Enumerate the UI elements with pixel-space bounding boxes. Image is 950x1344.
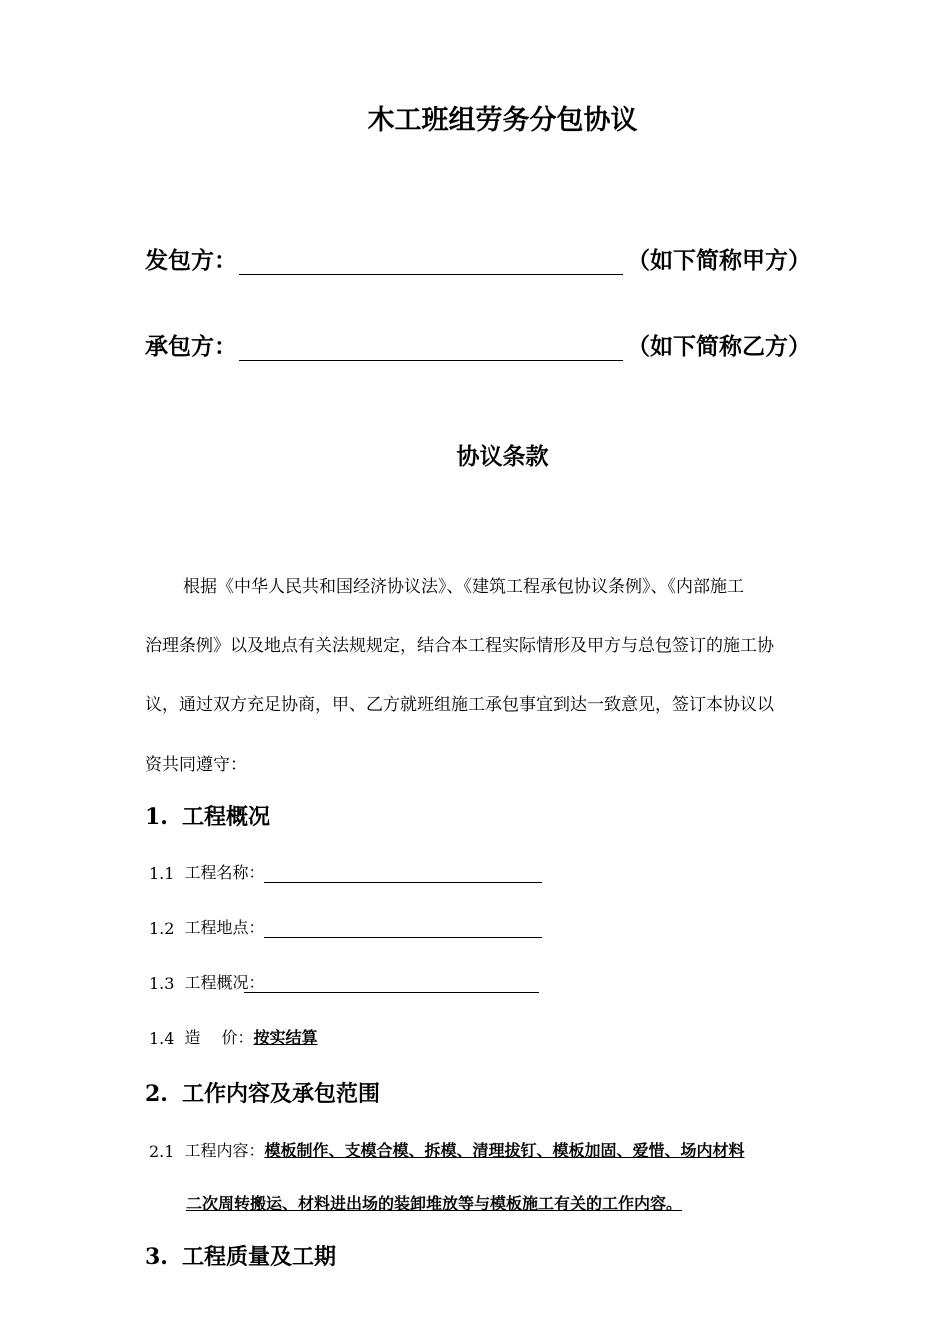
item-1-4-value: 按实结算: [253, 1028, 318, 1047]
section-1-heading: [145, 800, 270, 831]
item-1-3-number: 1.3: [149, 974, 175, 993]
item-2-1: [149, 1138, 744, 1161]
section-3-number: 3.: [145, 1244, 168, 1270]
party-a-suffix: （如下简称甲方）: [627, 247, 811, 274]
section-2-title: 工作内容及承包范围: [181, 1081, 380, 1107]
item-2-1-value-line2: 二次周转搬运、材料进出场的装卸堆放等与模板施工有关的工作内容。: [186, 1194, 683, 1213]
item-2-1-label: 工程内容：: [184, 1141, 265, 1160]
section-2-heading: [145, 1077, 380, 1108]
intro-line-1: 根据《中华人民共和国经济协议法》、《建筑工程承包协议条例》、《内部施工: [183, 577, 744, 597]
item-1-4-label: 造 价：: [184, 1028, 254, 1047]
item-1-3-label: 工程概况：: [184, 973, 265, 992]
intro-line-3: 议，通过双方充足协商，甲、乙方就班组施工承包事宜到达一致意见，签订本协议以: [145, 695, 774, 715]
party-a-label: 发包方：: [145, 247, 237, 274]
item-1-3: [149, 970, 539, 993]
section-2-number: 2.: [145, 1081, 168, 1107]
document-title: 木工班组劳务分包协议: [367, 105, 638, 136]
item-1-4-number: 1.4: [149, 1029, 175, 1048]
terms-title: 协议条款: [456, 443, 549, 470]
intro-line-2: 治理条例》以及地点有关法规规定，结合本工程实际情形及甲方与总包签订的施工协: [145, 636, 774, 656]
item-2-1-number: 2.1: [149, 1142, 175, 1161]
section-3-heading: [145, 1240, 336, 1271]
item-1-1-number: 1.1: [149, 864, 175, 883]
section-3-title: 工程质量及工期: [181, 1244, 336, 1270]
item-2-1-value-line1: 模板制作、支模合模、拆模、清理拔钉、模板加固、爱惜、场内材料: [264, 1141, 745, 1160]
section-1-title: 工程概况: [181, 804, 270, 830]
item-1-4: [149, 1025, 318, 1048]
item-1-1-blank: [264, 862, 542, 883]
party-b-line: [145, 328, 811, 361]
item-1-1: [149, 860, 542, 883]
item-1-2-number: 1.2: [149, 919, 175, 938]
intro-line-4: 资共同遵守：: [145, 755, 247, 775]
party-a-line: [145, 242, 811, 275]
item-1-2-blank: [264, 917, 542, 938]
party-b-suffix: （如下简称乙方）: [627, 333, 811, 360]
item-1-2-label: 工程地点：: [184, 918, 265, 937]
party-b-blank: [239, 334, 623, 361]
party-a-blank: [239, 248, 623, 275]
item-1-2: [149, 915, 542, 938]
item-1-1-label: 工程名称：: [184, 863, 265, 882]
party-b-label: 承包方：: [145, 333, 237, 360]
section-1-number: 1.: [145, 804, 168, 830]
item-1-3-blank: [244, 972, 539, 993]
